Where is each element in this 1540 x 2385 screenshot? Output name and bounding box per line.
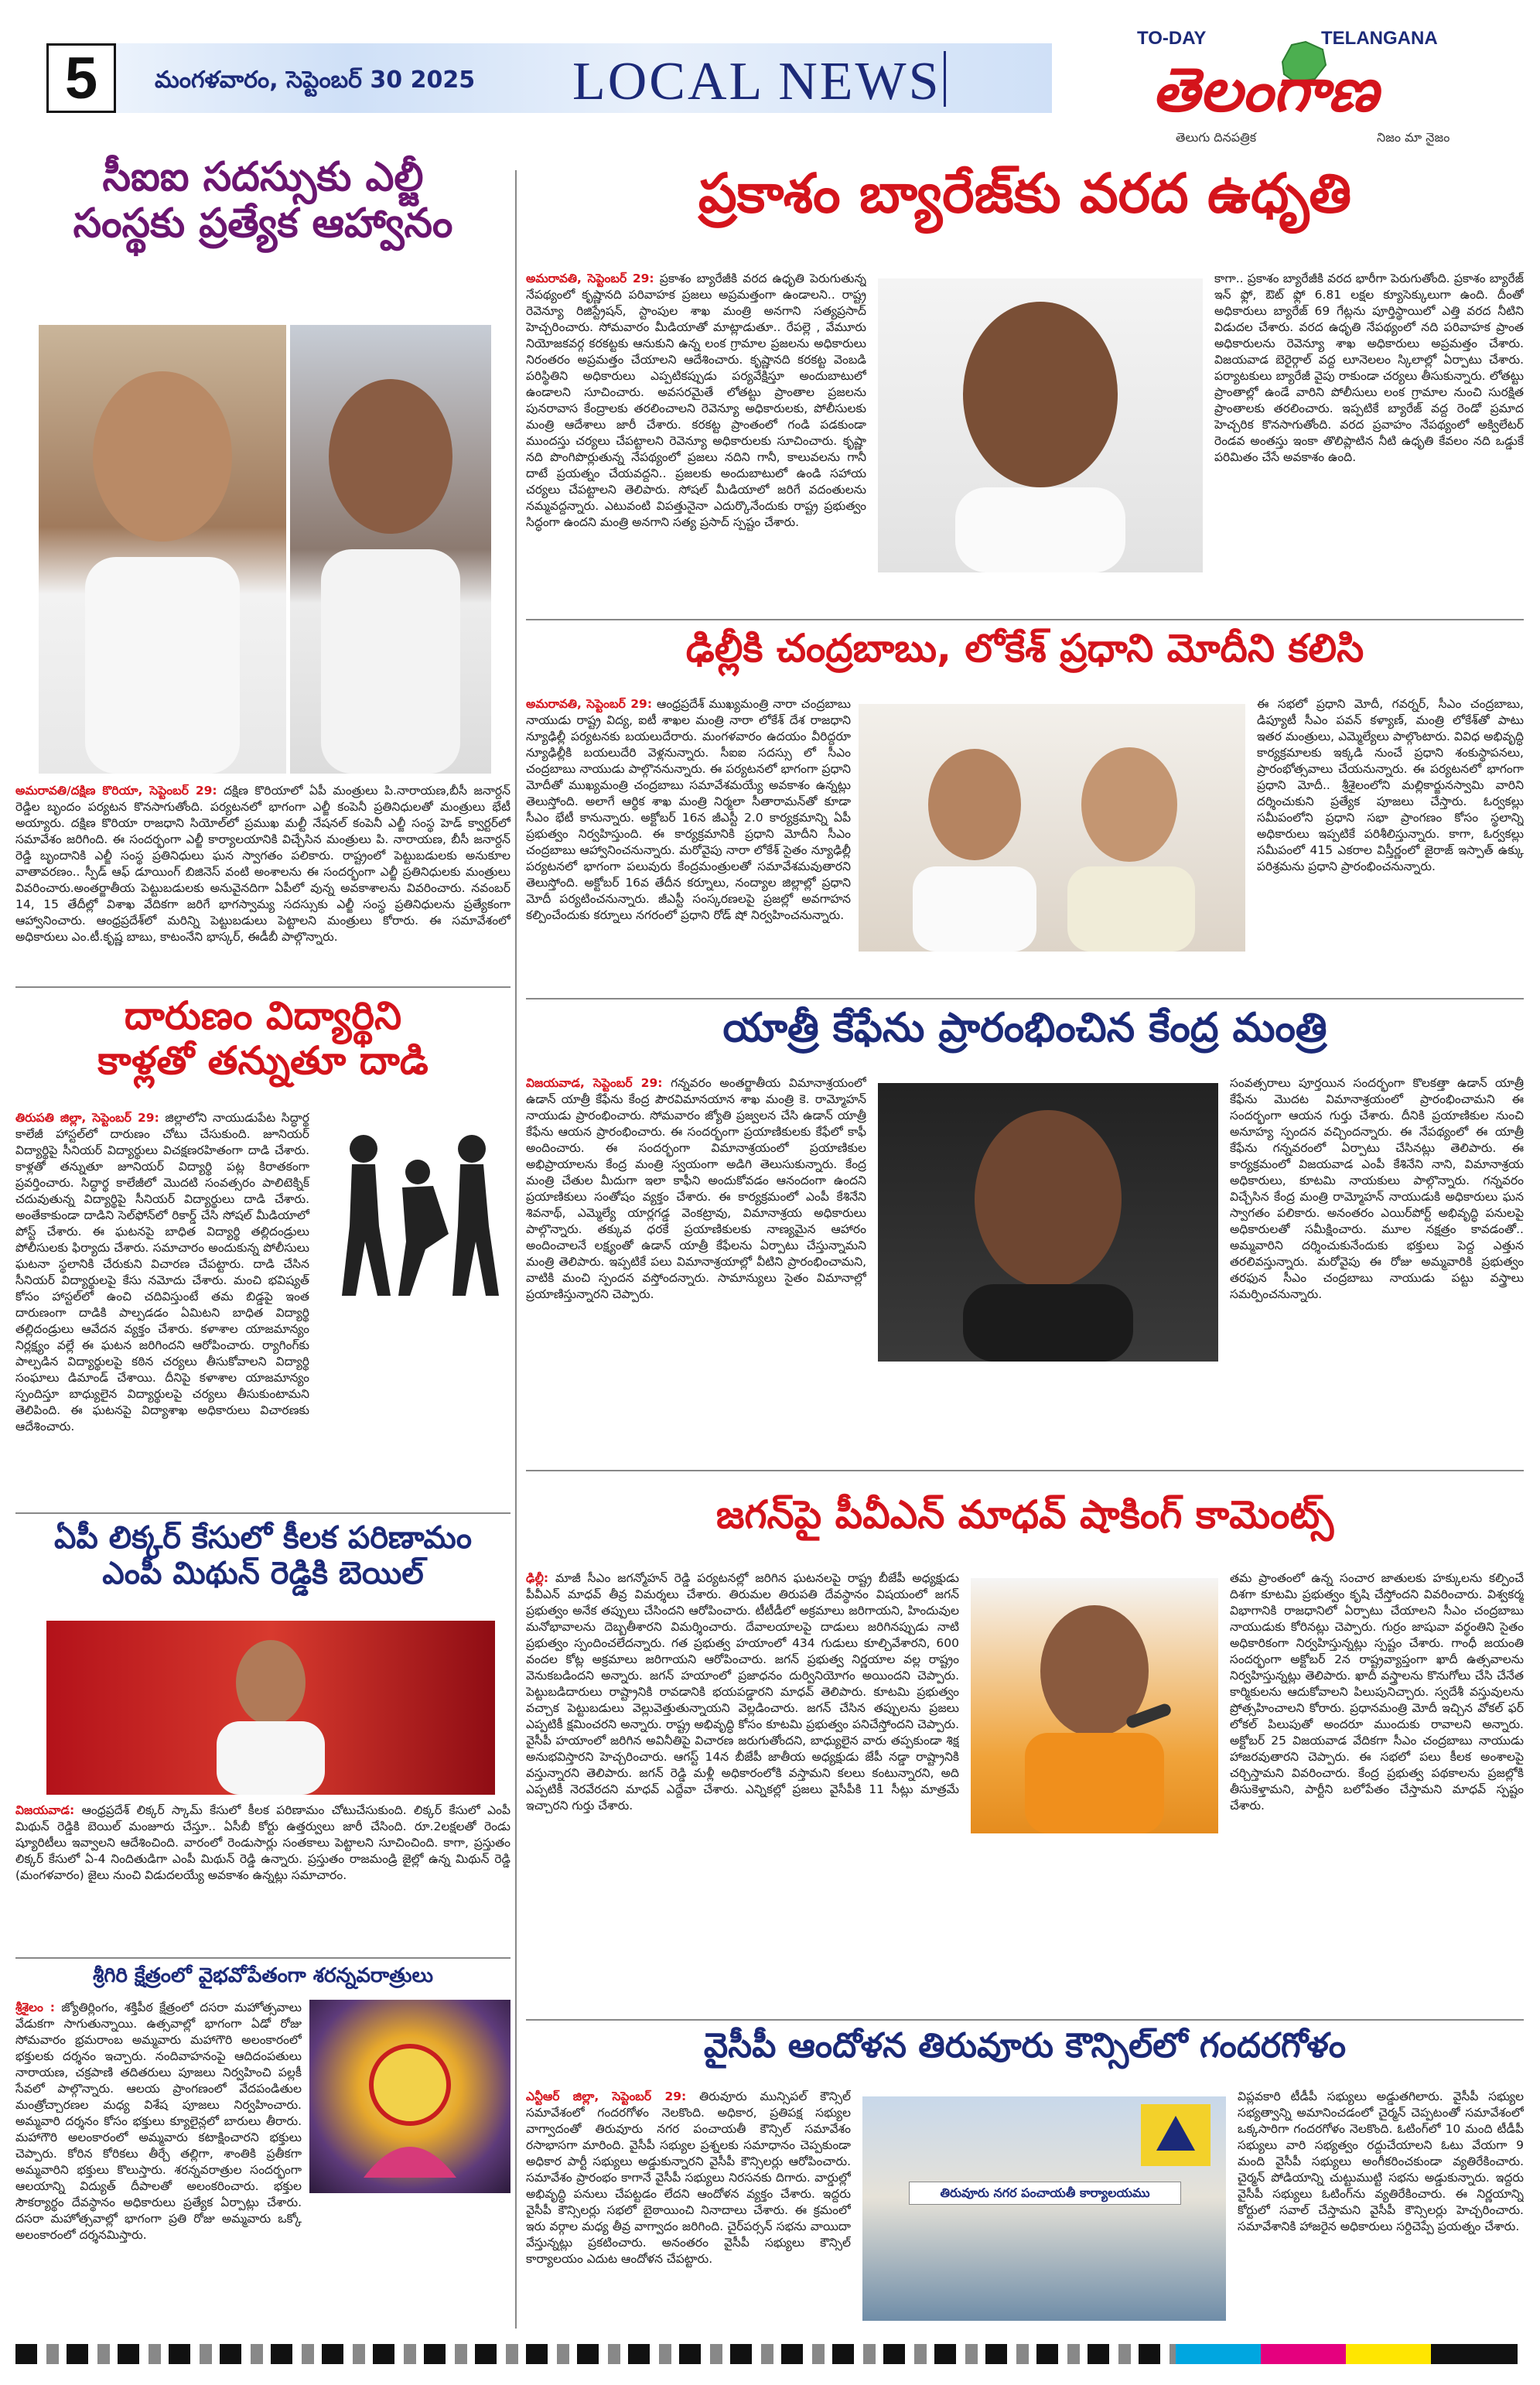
headline-line: సంస్థకు ప్రత్యేక ఆహ్వానం <box>73 200 453 247</box>
photo-mp-mithun-reddy <box>46 1621 495 1795</box>
article-body <box>15 783 510 980</box>
dateline: ఎన్టీఆర్ జిల్లా, సెప్టెంబర్ 29: <box>526 2089 687 2103</box>
photo-minister-narayana <box>39 325 286 774</box>
person-silhouette-icon <box>290 325 491 774</box>
body-text: మాజీ సీఎం జగన్మోహన్ రెడ్డి పర్యటనల్లో జరిగిన ఘటనలపై రాష్ట్ర బీజేపీ అధ్యక్షుడు పీవీఎన్ మాధవ్ తీవ్ర విమర్శలు చేశారు. తిరుమల తిరుపతి దేవస్థానం విషయంలో జగన్ ప్రభుత్వం అనేక తప్పులు చేసిందని ఆరోపించారు. టీటీడీలో అక్రమాలు జరిగాయని, హిందువుల మనోభావాలను దెబ్బతీశారని విమర్శించారు. దేవాలయాలపై దాడులు జరిగినప్పుడు నాటి ప్రభుత్వం స్పందించలేదన్నారు. గత ప్రభుత్వ హయాంలో 434 గుడులు కూల్చివేశారని, 600 వందల కోట్ల అక్రమాలు జరిగాయని ఆరోపించారు. జగన్ ప్రభుత్వ నిర్ణయాల వల్ల రాష్ట్రం వెనుకబడిందని అన్నారు. జగన్ హయాంలో ప్రజాధనం దుర్వినియోగం అయిందని చెప్పారు. పెట్టుబడిదారులు రాష్ట్రానికి రావడానికి భయపడ్డారని మాధవ్ తెలిపారు. కూటమి ప్రభుత్వం వచ్చాక పెట్టుబడులు వెల్లువెత్తుతున్నాయని వెల్లడించారు. జగన్ చేసిన తప్పులను ప్రజలు ఎప్పటికీ క్షమించరని అన్నారు. రాష్ట్ర అభివృద్ధి కోసం కూటమి ప్రభుత్వం పనిచేస్తోందని చెప్పారు. వైసీపీ హయాంలో జరిగిన అవినీతిపై విచారణ జరుగుతోందని, బాధ్యులైన వారు తప్పకుండా శిక్ష అనుభవిస్తారని హెచ్చరించారు. ఆగస్ట్ 14న బీజేపీ జాతీయ అధ్యక్షుడు జేపీ నడ్డా రాష్ట్రానికి వస్తున్నారని తెలిపారు. జగన్ రెడ్డి మళ్లీ అధికారంలోకి వస్తామని కలలు కంటున్నారని, అది ఎప్పటికీ నెరవేరదని మాధవ్ ఎద్దేవా చేశారు. ఎన్నికల్లో ప్రజలు వైసీపీకి 11 సీట్లు మాత్రమే ఇచ్చారని గుర్తు చేశారు. <box>526 1571 959 1813</box>
headline: ప్రకాశం బ్యారేజ్‌కు వరద ఉధృతి <box>698 162 1352 225</box>
issue-date: మంగళవారం, సెప్టెంబర్ 30 2025 <box>155 67 476 94</box>
person-silhouette-icon <box>39 325 286 774</box>
story-jagan <box>526 1478 1524 2015</box>
headline-line: ఎంపీ మిథున్ రెడ్డికి బెయిల్ <box>102 1556 424 1591</box>
section-rule <box>15 1512 510 1514</box>
dateline: అమరావతి, సెప్టెంబర్ 29: <box>526 697 653 711</box>
body-text: ఆంధ్రప్రదేశ్ లిక్కర్ స్కామ్ కేసులో కీలక పరిణామం చోటుచేసుకుంది. లిక్కర్ కేసులో ఎంపీ మిథున్ రెడ్డికి బెయిల్ మంజూరు చేస్తూ.. ఏసీబీ కోర్టు ఉత్తర్వులు జారీ చేసింది. రూ.2లక్షలతో రెండు ష్యూరిటీలు ఇవ్వాలని ఆదేశించింది. వారంలో రెండుసార్లు సంతకాలు పెట్టాలని సూచించింది. కాగా, ప్రస్తుతం లిక్కర్ కేసులో ఏ-4 నిందితుడిగా ఎంపీ మిథున్ రెడ్డి ఉన్నారు. ప్రస్తుతం రాజమండ్రి జైల్లో ఉన్న మిథున్ రెడ్డి (మంగళవారం) జైలు నుంచి విడుదలయ్యే అవకాశం ఉన్నట్లు సమాచారం. <box>15 1803 510 1882</box>
body-text: తిరువూరు మున్సిపల్ కౌన్సిల్ సమావేశంలో గందరగోళం నెలకొంది. అధికార, ప్రతిపక్ష సభ్యుల వాగ్వాదంతో తిరువూరు నగర పంచాయతీ కౌన్సిల్ సమావేశం రసాభాసగా మారింది. వైసీపీ సభ్యుల ప్రశ్నలకు సమాధానం చెప్పకుండా అధికార పార్టీ సభ్యులు అడ్డుకున్నారని వైసీపీ కౌన్సిలర్లు ఆరోపించారు. సమావేశం ప్రారంభం కాగానే వైసీపీ సభ్యులు నిరసనకు దిగారు. వార్డుల్లో అభివృద్ధి పనులు చేపట్టడం లేదని ఆందోళన వ్యక్తం చేశారు. ఇద్దరు వైసీపీ కౌన్సిలర్లు సభలో బైఠాయించి నినాదాలు చేశారు. ఈ క్రమంలో ఇరు వర్గాల మధ్య తీవ్ర వాగ్వాదం జరిగింది. చైర్‌పర్సన్ సభను వాయిదా వేస్తున్నట్లు ప్రకటించారు. అనంతరం వైసీపీ సభ్యులు కౌన్సిల్ కార్యాలయం ఎదుట ఆందోళన చేపట్టారు. <box>526 2089 851 2266</box>
body-text: గన్నవరం అంతర్జాతీయ విమానాశ్రయంలో ఉడాన్ యాత్రీ కేఫేను కేంద్ర పౌరవిమానయాన శాఖ మంత్రి కె. రామ్మోహన్ నాయుడు ప్రారంభించారు. సోమవారం జ్యోతి ప్రజ్వలన చేసి ఉడాన్ యాత్రీ కేఫేను ఆయన ప్రారంభించారు. ఈ సందర్భంగా ప్రయాణికులకు కేఫేలో కాఫీ అందించారు. ఈ సందర్భంగా విమానాశ్రయంలో ప్రయాణికుల అభిప్రాయాలను కేంద్ర మంత్రి స్వయంగా అడిగి తెలుసుకున్నారు. కేంద్ర మంత్రి చేతుల మీదుగా ఇలా కాఫీని అందుకోవడం ఆనందంగా ఉందని ప్రయాణికులు సంతోషం వ్యక్తం చేశారు. ఈ కార్యక్రమంలో ఎంపీ కేశినేని శివనాథ్, ఎమ్మెల్యే యార్లగడ్డ వెంకట్రావు, విమానాశ్రయ అధికారులు పాల్గొన్నారు. తక్కువ ధరకే ప్రయాణికులకు నాణ్యమైన ఆహారం అందించాలనే లక్ష్యంతో ఉడాన్ యాత్రీ కేఫేలను ఏర్పాటు చేస్తున్నామని మంత్రి తెలిపారు. ఇప్పటికే పలు విమానాశ్రయాల్లో వీటిని ప్రారంభించామని, వాటికి మంచి స్పందన వస్తోందన్నారు. సామాన్యులు సైతం విమానాల్లో ప్రయాణిస్తున్నారని చెప్పారు. <box>526 1076 866 1301</box>
dateline: శ్రీశైలం : <box>15 2001 55 2014</box>
headline-line: సీఐఐ సదస్సుకు ఎల్జీ <box>102 154 424 200</box>
registration-strip <box>15 2344 1524 2364</box>
body-text: జిల్లాలోని నాయుడుపేట సిద్ధార్థ కాలేజీ హాస్టల్‌లో దారుణం చోటు చేసుకుంది. జూనియర్ విద్యార్థిపై సీనియర్ విద్యార్థులు విచక్షణరహితంగా దాడి చేశారు. కాళ్లతో తన్నుతూ జూనియర్ విద్యార్థి పట్ల కిరాతకంగా ప్రవర్తించారు. సిద్ధార్థ కాలేజీలో మొదటి సంవత్సరం పాలిటెక్నిక్ చదువుతున్న విద్యార్థిపై సీనియర్ విద్యార్థులు దాడి చేశారు. అంతేకాకుండా దాడిని సెల్‌ఫోన్‌లో రికార్డ్ చేసి సోషల్ మీడియాలో పోస్ట్ చేశారు. ఈ ఘటనపై బాధిత విద్యార్థి తల్లిదండ్రులు పోలీసులకు ఫిర్యాదు చేశారు. సమాచారం అందుకున్న పోలీసులు ఘటనా స్థలానికి చేరుకుని విచారణ చేపట్టారు. దాడి చేసిన సీనియర్ విద్యార్థులపై కేసు నమోదు చేశారు. మంచి భవిష్యత్ కోసం హాస్టల్‌లో ఉంచి చదివిస్తుంటే తమ బిడ్డపై ఇంత దారుణంగా దాడికి పాల్పడడం ఏమిటని బాధిత విద్యార్థి తల్లిదండ్రులు ఆవేదన వ్యక్తం చేశారు. కళాశాల యాజమాన్యం నిర్లక్ష్యం వల్లే ఈ ఘటన జరిగిందని ఆరోపించారు. ర్యాగింగ్‌కు పాల్పడిన విద్యార్థులపై కఠిన చర్యలు తీసుకోవాలని విద్యార్థి సంఘాలు డిమాండ్ చేశాయి. దీనిపై కళాశాల యాజమాన్యం స్పందిస్తూ బాధ్యులైన విద్యార్థులపై చర్యలు తీసుకుంటామని తెలిపింది. ఈ ఘటనపై విద్యాశాఖ అధికారులు విచారణకు ఆదేశించారు. <box>15 1111 309 1433</box>
dateline: అమరావతి/దక్షిణ కొరియా, సెప్టెంబర్ 29: <box>15 784 217 798</box>
article-body-right <box>1257 696 1524 990</box>
section-rule <box>526 1470 1524 1471</box>
body-text: జ్యోతిర్లింగం, శక్తిపీఠ క్షేత్రంలో దసరా మహోత్సవాలు వేడుకగా సాగుతున్నాయి. ఉత్సవాల్లో భాగంగా ఏడో రోజు సోమవారం భ్రమరాంబ అమ్మవారు మహాగౌరి అలంకారంలో భక్తులకు దర్శనం ఇచ్చారు. నందివాహనంపై ఆదిదంపతులు నారాయణ, చక్రపాణి తదితరులు పూజలు నిర్వహించి పల్లకీ సేవలో పాల్గొన్నారు. ఆలయ ప్రాంగణంలో వేదపండితుల మంత్రోచ్చారణల మధ్య విశేష పూజలు నిర్వహించారు. అమ్మవారి దర్శనం కోసం భక్తులు క్యూలైన్లలో బారులు తీరారు. మహాగౌరి అలంకారంలో అమ్మవారు కటాక్షించారని భక్తులు చెప్పారు. కోరిన కోరికలు తీర్చే తల్లిగా, శాంతికి ప్రతీకగా అమ్మవారిని భక్తులు కొలుస్తారు. శరన్నవరాత్రుల సందర్భంగా ఆలయాన్ని విద్యుత్ దీపాలతో అలంకరించారు. భక్తుల సౌకర్యార్థం దేవస్థానం అధికారులు ప్రత్యేక ఏర్పాట్లు చేశారు. దసరా మహోత్సవాల్లో భాగంగా ప్రతి రోజు అమ్మవారు ఒక్కో అలంకారంలో దర్శనమిస్తారు. <box>15 2001 302 2242</box>
dateline: విజయవాడ, సెప్టెంబర్ 29: <box>526 1076 663 1090</box>
cmyk-swatch <box>1176 2344 1516 2364</box>
dateline: ఢిల్లీ: <box>526 1571 549 1585</box>
body-text: కాగా.. ప్రకాశం బ్యారేజీకి వరద భారీగా పెరుగుతోంది. ప్రకాశం బ్యారేజ్ ఇన్ ఫ్లో, ఔట్ ఫ్లో 6.81 లక్షల క్యూసెక్కులుగా ఉంది. దీంతో అధికారులు బ్యారేజ్ 69 గేట్లను పూర్తిస్థాయిలో ఎత్తి వరద నీటిని విడుదల చేశారు. వరద ఉధృతి నేపథ్యంలో నది పరివాహక ప్రాంత అధికారులను రెవెన్యూ శాఖ అధికారులు అప్రమత్తం చేశారు. విజయవాడ బెరైర్గాల్ వద్ద లూనెలలం స్కిలాల్లో ఏర్పాటు చేశారు. పర్యాటకులు బ్యారేజీ వైపు రాకుండా చర్యలు తీసుకున్నారు. లోతట్టు ప్రాంతాల్లో ఉండే వారిని పోలీసులు లంక గ్రామాల నుంచి సురక్షిత ప్రాంతాలకు తరలించారు. ఇప్పటికే బ్యారేజ్ వద్ద రెండో ప్రమాద హెచ్చరిక కొనసాగుతోంది. వరద ప్రవాహం నేపథ్యంలో అక్విలేటర్ రెండవ అంతస్తు ఇంకా తొలిప్లాటిన నీటి ఉధృతి కేవలం నది ఒడ్డుకే పరిమితం చేసే అవకాశం ఉంది. <box>1214 272 1524 464</box>
person-silhouette-icon <box>878 1083 1218 1362</box>
body-text: ఆంధ్రప్రదేశ్ ముఖ్యమంత్రి నారా చంద్రబాబు నాయుడు రాష్ట్ర విద్య, ఐటీ శాఖల మంత్రి నారా లోకేశ్ దేశ రాజధాని న్యూఢిల్లీ పర్యటనకు బయలుదేరారు. మంగళవారం ఉదయం వీరిద్దరూ న్యూఢిల్లీకి బయలుదేరి వెళ్లనున్నారు. సీఐఐ సదస్సు లో సీఎం చంద్రబాబు నాయుడు పాల్గొననున్నారు. ఈ పర్యటనలో భాగంగా ప్రధాని మోదీతో ముఖ్యమంత్రి చంద్రబాబు సమావేశమయ్యే అవకాశం ఉన్నట్లు తెలుస్తోంది. అలాగే ఆర్థిక శాఖ మంత్రి నిర్మలా సీతారామన్‌తో కూడా సీఎం భేటీ కానున్నారు. అక్టోబర్ 16న జీఎస్టీ 2.0 కార్యక్రమాన్ని ఏపీ ప్రభుత్వం నిర్వహిస్తుంది. ఈ కార్యక్రమానికి ప్రధాని మోదీని సీఎం చంద్రబాబు ఆహ్వానించనున్నారు. మరోవైపు నారా లోకేశ్ సైతం న్యూఢిల్లీ పర్యటనలో భాగంగా పలువురు కేంద్రమంత్రులతో సమావేశమవుతారని తెలుస్తోంది. అక్టోబర్ 16వ తేదీన కర్నూలు, నంద్యాల జిల్లాల్లో ప్రధాని మోదీ పర్యటించనున్నారు. జీఎస్టీ సంస్కరణలపై ప్రజల్లో అవగాహన కల్పించేందుకు కర్నూలు నగరంలో ప్రధాని రోడ్ షో నిర్వహించనున్నారు. <box>526 697 851 922</box>
photo-council-office <box>862 2096 1226 2321</box>
body-text: సంవత్సరాలు పూర్తయిన సందర్భంగా కొలకత్తా ఉడాన్ యాత్రీ కేఫేను మొదట విమానాశ్రయంలో ప్రారంభించామని ఈ సందర్భంగా ఆయన గుర్తు చేశారు. దీనికి ప్రయాణికుల నుంచి అనూహ్య స్పందన వచ్చిందన్నారు. ఈ నేపథ్యంలో ఈ యాత్రీ కేఫేను గన్నవరంలో ఏర్పాటు చేసినట్లు తెలిపారు. ఈ కార్యక్రమంలో విజయవాడ ఎంపీ కేశినేని నాని, విమానాశ్రయ అధికారులు, కూటమి నాయకులు పాల్గొన్నారు. గన్నవరం విచ్చేసిన కేంద్ర మంత్రి రామ్మోహన్ నాయుడుకి అధికారులు ఘన స్వాగతం పలికారు. అనంతరం ఎయిర్‌పోర్ట్ అభివృద్ధి పనులపై అధికారులతో సమీక్షించారు. మూల నక్షత్రం కావడంతో.. అమ్మవారిని దర్శించుకునేందుకు భక్తులు పెద్ద ఎత్తున తరలివస్తున్నారు. మరోవైపు ఈ రోజు అమ్మవారికి ప్రభుత్వం తరఫున సీఎం చంద్రబాబు నాయుడు పట్టు వస్త్రాలు సమర్పించనున్నారు. <box>1230 1076 1524 1301</box>
story-tiruvuru <box>526 2027 1524 2336</box>
photo-minister-anagani <box>878 278 1203 572</box>
photo-minister-rammohan <box>878 1083 1218 1362</box>
story-student <box>15 994 510 1509</box>
page-number-box <box>46 43 116 113</box>
headline-line: ఏపీ లిక్కర్ కేసులో కీలక పరిణామం <box>53 1520 473 1556</box>
page-number: 5 <box>64 46 98 111</box>
article-body <box>15 1802 510 1949</box>
section-title: LOCAL NEWS <box>572 52 941 111</box>
article-body-left <box>526 696 851 990</box>
logo-sub-right: నిజం మా నైజం <box>1377 130 1450 145</box>
office-sign: తిరువూరు నగర పంచాయతీ కార్యాలయము <box>909 2182 1181 2205</box>
body-text: ప్రకాశం బ్యారేజీకి వరద ఉధృతి పెరుగుతున్న నేపథ్యంలో కృష్ణానది పరివాహక ప్రజలు అప్రమత్తంగా ఉండాలని.. రాష్ట్ర రెవెన్యూ రిజిస్ట్రేషన్, స్టాంపుల శాఖ మంత్రి అనగాని సత్యప్రసాద్ హెచ్చరించారు. సోమవారం మీడియాతో మాట్లాడుతూ.. రేపల్లె , వేమూరు నియోజకవర్గ కరకట్టకు ఆనుకుని ఉన్న లంక గ్రామాల ప్రజలను అధికారులు నిరంతరం అప్రమత్తం చేయాలని ఆదేశించారు. కృష్ణానది కరకట్ట వెంబడి పరిస్థితిని అధికారులు ఎప్పటికప్పుడు పర్యవేక్షిస్తూ అందుబాటులో ఉండాలని సూచించారు. అవసరమైతే లోతట్టు ప్రాంతాల ప్రజలను పునరావాస కేంద్రాలకు తరలించాలని రెవెన్యూ అధికారులకు, పోలీసులకు మంత్రి ఆదేశాలు జారీ చేశారు. కరకట్ట ప్రాంతంలో గండి పడకుండా ముందస్తు చర్యలు చేపట్టాలని రెవెన్యూ అధికారులకు సూచించారు. కృష్ణా నది పొంగిపొర్లుతున్న నేపథ్యంలో ప్రజలు నదిని గానీ, కాలువలను గానీ దాటే ప్రయత్నం చేయవద్దని.. ప్రజలకు అందుబాటులో ఉండి సహాయ చర్యలు చేపట్టాలని తెలిపారు. సోషల్ మీడియాలో జరిగే వదంతులను నమ్మవద్దన్నారు. ఎటువంటి విపత్తునైనా ఎదుర్కొనేందుకు రాష్ట్ర ప్రభుత్వం సిద్ధంగా ఉందని మంత్రి అనగాని సత్య ప్రసాద్ స్పష్టం చేశారు. <box>526 272 866 529</box>
story-srisailam <box>15 1965 510 2329</box>
article-body <box>15 1110 510 1505</box>
dateline: తిరుపతి జిల్లా, సెప్టెంబర్ 29: <box>15 1111 159 1125</box>
headline-line: దారుణం విద్యార్థిని <box>124 993 402 1038</box>
headline-line: కాళ్లతో తన్నుతూ దాడి <box>97 1037 429 1083</box>
section-rule <box>526 998 1524 999</box>
logo-today: TO-DAY <box>1137 28 1207 49</box>
article-body-left <box>526 1075 866 1462</box>
person-with-mic-icon <box>971 1578 1218 1833</box>
header-divider <box>944 51 946 107</box>
headline: శ్రీగిరి క్షేత్రంలో వైభవోపేతంగా శరన్నవరాత్రులు <box>93 1964 433 1987</box>
story-cii <box>15 155 510 982</box>
headline <box>15 1520 510 1591</box>
logo-name: తెలంగాణ <box>1152 56 1378 125</box>
person-silhouette-icon <box>46 1621 495 1795</box>
body-text: ఈ సభలో ప్రధాని మోదీ, గవర్నర్, సీఎం చంద్రబాబు, డిప్యూటీ సీఎం పవన్ కళ్యాణ్, మంత్రి లోకేశ్‌తో పాటు ఇతర మంత్రులు, ఎమ్మెల్యేలు పాల్గొంటారు. వివిధ అభివృద్ధి కార్యక్రమాలకు ఇక్కడి నుంచే ప్రధాని శంకుస్థాపనలు, ప్రారంభోత్సవాలు చేయనున్నారు. ఈ పర్యటనలో భాగంగా ప్రధాని మోదీ.. శ్రీశైలంలోని మల్లికార్జునస్వామి వారిని దర్శించుకుని ప్రత్యేక పూజలు చేస్తారు. ఓర్వకల్లు సమీపంలోని ప్రధాని సభా ప్రాంగణం కోసం స్థలాన్ని అధికారులు ఇప్పటికే పరిశీలిస్తున్నారు. కాగా, ఓర్వకల్లు సమీపంలో 415 ఎకరాల విస్తీర్ణంలో జైరాజ్ ఇస్పాత్ ఉక్కు పరిశ్రమను ప్రధాని ప్రారంభించనున్నారు. <box>1257 697 1524 873</box>
dateline: విజయవాడ: <box>15 1803 75 1817</box>
silhouette-figures-icon <box>317 1118 510 1304</box>
newspaper-logo <box>1129 23 1493 147</box>
article-body-left <box>526 271 866 611</box>
photo-attack-illustration <box>317 1118 510 1304</box>
section-rule <box>15 1957 510 1959</box>
masthead <box>0 0 1540 155</box>
article-body-right <box>1230 1075 1524 1462</box>
dateline: అమరావతి, సెప్టెంబర్ 29: <box>526 272 654 285</box>
body-text: తమ ప్రాంతంలో ఉన్న సంచార జాతులకు హక్కులను కల్పించే దిశగా కూటమి ప్రభుత్వం కృషి చేస్తోందని వివరించారు. విశ్వకర్మ విభాగానికి రాజధానిలో ఏర్పాటు చేయాలని సీఎం చంద్రబాబు నాయుడుకు కోరినట్లు చెప్పారు. గుర్రం జాషువా వర్థంతిని సైతం అధికారికంగా నిర్వహిస్తున్నట్లు స్పష్టం చేశారు. గాంధీ జయంతి సందర్భంగా అక్టోబర్ 2న రాష్ట్రవ్యాప్తంగా ఖాదీ ఉత్సవాలను నిర్వహిస్తున్నట్లు తెలిపారు. ఖాదీ వస్త్రాలను కొనుగోలు చేసి చేనేత కార్మికులను ఆదుకోవాలని పిలుపునిచ్చారు. స్వదేశీ వస్తువులను ప్రోత్సహించాలని కోరారు. ప్రధానమంత్రి మోదీ ఇచ్చిన వోకల్ ఫర్ లోకల్ పిలుపుతో అందరూ ముందుకు రావాలని అన్నారు. అక్టోబర్ 25 విజయవాడ వేదికగా సీఎం చంద్రబాబు నాయుడు హాజరవుతారని చెప్పారు. ఈ సభలో పలు కీలక అంశాలపై చర్చిస్తామని వివరించారు. కేంద్ర ప్రభుత్వ పథకాలను ప్రజల్లోకి తీసుకెళ్తామని, పార్టీని బలోపేతం చేస్తామని మాధవ్ స్పష్టం చేశారు. <box>1230 1571 1524 1813</box>
column-rule <box>515 170 517 2329</box>
article-body-right <box>1238 2089 1524 2332</box>
story-liquor <box>15 1520 510 1953</box>
headline <box>15 155 510 248</box>
photo-goddess-alankaram <box>309 2000 510 2193</box>
section-rule <box>526 619 1524 620</box>
article-body-left <box>526 2089 851 2332</box>
photo-chandrababu-lokesh <box>859 704 1245 952</box>
party-flag-icon <box>1141 2104 1210 2166</box>
body-text: దక్షిణ కొరియాలో ఏపీ మంత్రులు పి.నారాయణ,బీసీ జనార్దన్ రెడ్డిల బృందం పర్యటన కొనసాగుతోంది. పర్యటనలో భాగంగా ఎల్జీ కంపెనీ ప్రతినిధులతో మంత్రులు భేటీ అయ్యారు. దక్షిణ కొరియా రాజధాని సియోల్‌లో ప్రముఖ మల్టీ నేషనల్ కంపెనీ ఎల్జీ సంస్థ హెడ్ క్వార్టర్‌లో సమావేశం జరిగింది. ఈ సందర్భంగా ఎల్జీ కార్యాలయానికి విచ్చేసిన మంత్రులు పి. నారాయణ, బీసీ జనార్దన్ రెడ్డి బృందానికి ఎల్జీ సంస్థ ప్రతినిధులు ఘన స్వాగతం పలికారు. రాష్ట్రంలో పెట్టుబడులకు అనుకూల వాతావరణం.. స్పీడ్ ఆఫ్ డూయింగ్ బిజినెస్ వంటి అంశాలను ఈ సందర్భంగా ఎల్జీ ప్రతినిధులకు మంత్రులు వివరించారు.అంతర్జాతీయ పెట్టుబడులకు అనువైనదిగా ఏపీలో వున్న అవకాశాలను వివరించారు. నవంబర్ 14, 15 తేదీల్లో విశాఖ వేదికగా జరిగే భాగస్వామ్య సదస్సుకు ఎల్జీ సంస్థ ప్రతినిధులను ప్రత్యేకంగా ఆహ్వానించారు. ఆంధ్రప్రదేశ్‌లో మరిన్ని పెట్టుబడులు పెట్టాలని మంత్రులు కోరారు. ఈ సమావేశంలో అధికారులు ఎం.టీ.కృష్ణ బాబు, కాటంనేని భాస్కర్, ఈడీబీ పాల్గొన్నారు. <box>15 784 510 944</box>
headline: వైసీపీ ఆందోళన తిరువూరు కౌన్సిల్‌లో గందరగోళం <box>703 2026 1347 2066</box>
story-yatri <box>526 1006 1524 1466</box>
logo-state: TELANGANA <box>1321 28 1438 49</box>
article-body-right <box>1230 1570 1524 2011</box>
headline: యాత్రీ కేఫేను ప్రారంభించిన కేంద్ర మంత్రి <box>722 1005 1327 1051</box>
deity-icon <box>309 2000 510 2193</box>
person-silhouette-icon <box>878 278 1203 572</box>
article-body-right <box>1214 271 1524 611</box>
section-rule <box>526 2019 1524 2021</box>
headline: ఢిల్లీకి చంద్రబాబు, లోకేశ్ ప్రధాని మోదీని కలిసి <box>685 626 1364 671</box>
headline <box>15 994 510 1083</box>
body-text: విప్లవకారి టీడీపీ సభ్యులు అడ్డుతగిలారు. వైసీపీ సభ్యుల సభ్యత్వాన్ని అమానించడంలో చైర్మన్ చెప్పటంతో సమావేశంలో ఒక్కసారిగా గందరగోళం నెలకొంది. ఓటింగ్‌లో 10 మంది టీడీపీ సభ్యులు వారి సభ్యత్వం రద్దుచేయాలని ఓటు వేయగా 9 మంది వైసీపీ సభ్యులు అంగీకరించకుండా వ్యతిరేకించారు. చైర్మన్ పోడియాన్ని చుట్టుముట్టి సభను అడ్డుకున్నారు. ఇద్దరు వైసీపీ సభ్యులు ఓటింగ్‌ను వ్యతిరేకించారు. ఈ నిర్ణయాన్ని కోర్టులో సవాల్ చేస్తామని వైసీపీ కౌన్సిలర్లు హెచ్చరించారు. సమావేశానికి హాజరైన అధికారులు సర్దిచెప్పే ప్రయత్నం చేశారు. <box>1238 2089 1524 2233</box>
article-body <box>15 2000 302 2325</box>
story-prakasam <box>526 162 1524 615</box>
logo-sub-left: తెలుగు దినపత్రిక <box>1176 130 1257 145</box>
section-rule <box>15 986 510 988</box>
headline: జగన్‌పై పీవీఎన్ మాధవ్ షాకింగ్ కామెంట్స్ <box>715 1492 1334 1537</box>
article-body-left <box>526 1570 959 2011</box>
photo-minister-janardhan <box>290 325 491 774</box>
two-people-icon <box>859 704 1245 952</box>
story-delhi <box>526 627 1524 994</box>
photo-pvn-madhav <box>971 1578 1218 1833</box>
